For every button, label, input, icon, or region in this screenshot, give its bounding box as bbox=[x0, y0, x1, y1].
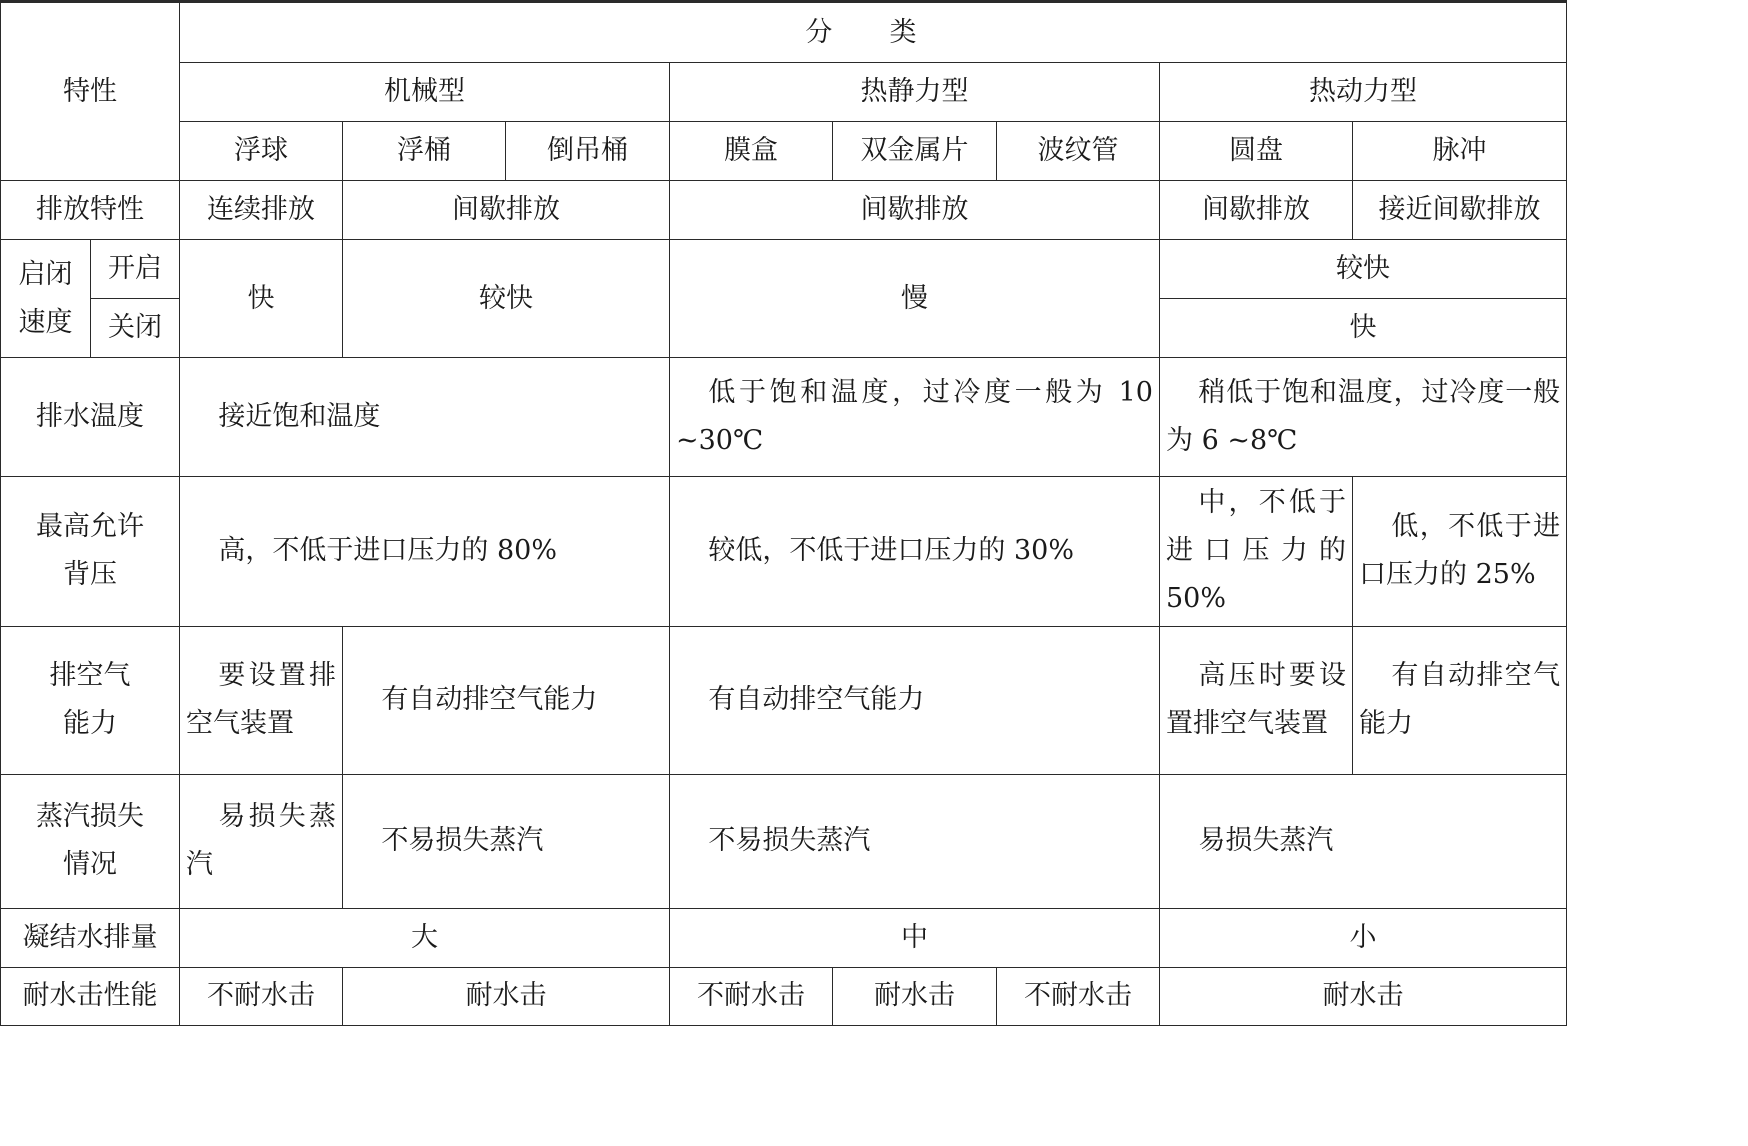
back-pressure-thermostatic: 较低，不低于进口压力的 30% bbox=[670, 477, 1160, 626]
water-hammer-thermodynamic: 耐水击 bbox=[1160, 967, 1567, 1025]
type-float-bucket: 浮桶 bbox=[343, 122, 506, 181]
group-thermostatic: 热静力型 bbox=[670, 63, 1160, 122]
air-venting-pulse: 有自动排空气能力 bbox=[1353, 626, 1567, 774]
speed-thermodynamic-open: 较快 bbox=[1160, 240, 1567, 299]
back-pressure-mechanical: 高，不低于进口压力的 80% bbox=[180, 477, 670, 626]
row-back-pressure bbox=[1, 477, 1567, 626]
speed-close-label: 关闭 bbox=[91, 299, 180, 358]
row-label-discharge: 排放特性 bbox=[1, 181, 180, 240]
speed-open-label: 开启 bbox=[91, 240, 180, 299]
row-drain-temp bbox=[1, 358, 1567, 477]
back-pressure-disc: 中，不低于进口压力的 50% bbox=[1160, 477, 1353, 626]
header-row-groups bbox=[1, 63, 1567, 122]
water-hammer-bimetal: 耐水击 bbox=[833, 967, 997, 1025]
row-air-venting bbox=[1, 626, 1567, 774]
steam-loss-float-ball: 易损失蒸汽 bbox=[180, 774, 343, 908]
row-label-speed: 启闭速度 bbox=[1, 240, 91, 358]
row-condensate bbox=[1, 908, 1567, 967]
type-bimetal: 双金属片 bbox=[833, 122, 997, 181]
water-hammer-bellows: 不耐水击 bbox=[997, 967, 1160, 1025]
water-hammer-capsule: 不耐水击 bbox=[670, 967, 833, 1025]
water-hammer-float-ball: 不耐水击 bbox=[180, 967, 343, 1025]
air-venting-thermostatic: 有自动排空气能力 bbox=[670, 626, 1160, 774]
back-pressure-pulse: 低，不低于进口压力的 25% bbox=[1353, 477, 1567, 626]
row-discharge bbox=[1, 181, 1567, 240]
steam-loss-thermodynamic: 易损失蒸汽 bbox=[1160, 774, 1567, 908]
type-disc: 圆盘 bbox=[1160, 122, 1353, 181]
discharge-thermostatic: 间歇排放 bbox=[670, 181, 1160, 240]
steam-loss-thermostatic: 不易损失蒸汽 bbox=[670, 774, 1160, 908]
water-hammer-mechanical-other: 耐水击 bbox=[343, 967, 670, 1025]
row-speed-open bbox=[1, 240, 1567, 299]
steam-loss-mechanical-other: 不易损失蒸汽 bbox=[343, 774, 670, 908]
row-label-back-pressure: 最高允许背压 bbox=[1, 477, 180, 626]
characteristic-header: 特性 bbox=[1, 2, 180, 181]
condensate-thermostatic: 中 bbox=[670, 908, 1160, 967]
type-capsule: 膜盒 bbox=[670, 122, 833, 181]
row-steam-loss bbox=[1, 774, 1567, 908]
type-bellows: 波纹管 bbox=[997, 122, 1160, 181]
air-venting-disc: 高压时要设置排空气装置 bbox=[1160, 626, 1353, 774]
drain-temp-mechanical: 接近饱和温度 bbox=[180, 358, 670, 477]
discharge-float-ball: 连续排放 bbox=[180, 181, 343, 240]
drain-temp-thermodynamic: 稍低于饱和温度，过冷度一般为 6 ~8℃ bbox=[1160, 358, 1567, 477]
row-label-drain-temp: 排水温度 bbox=[1, 358, 180, 477]
row-label-air-venting: 排空气能力 bbox=[1, 626, 180, 774]
speed-thermostatic: 慢 bbox=[670, 240, 1160, 358]
type-pulse: 脉冲 bbox=[1353, 122, 1567, 181]
classification-header: 分 类 bbox=[180, 2, 1567, 63]
group-mechanical: 机械型 bbox=[180, 63, 670, 122]
row-label-water-hammer: 耐水击性能 bbox=[1, 967, 180, 1025]
air-venting-mechanical-other: 有自动排空气能力 bbox=[343, 626, 670, 774]
type-float-ball: 浮球 bbox=[180, 122, 343, 181]
speed-mechanical-other: 较快 bbox=[343, 240, 670, 358]
condensate-mechanical: 大 bbox=[180, 908, 670, 967]
header-row-classification bbox=[1, 2, 1567, 63]
air-venting-float-ball: 要设置排空气装置 bbox=[180, 626, 343, 774]
group-thermodynamic: 热动力型 bbox=[1160, 63, 1567, 122]
speed-float-ball: 快 bbox=[180, 240, 343, 358]
row-water-hammer bbox=[1, 967, 1567, 1025]
discharge-pulse: 接近间歇排放 bbox=[1353, 181, 1567, 240]
row-label-condensate: 凝结水排量 bbox=[1, 908, 180, 967]
row-label-steam-loss: 蒸汽损失情况 bbox=[1, 774, 180, 908]
speed-thermodynamic-close: 快 bbox=[1160, 299, 1567, 358]
drain-temp-thermostatic: 低于饱和温度，过冷度一般为 10 ~30℃ bbox=[670, 358, 1160, 477]
type-inverted-bucket: 倒吊桶 bbox=[506, 122, 670, 181]
condensate-thermodynamic: 小 bbox=[1160, 908, 1567, 967]
discharge-disc: 间歇排放 bbox=[1160, 181, 1353, 240]
header-row-types bbox=[1, 122, 1567, 181]
discharge-mechanical-other: 间歇排放 bbox=[343, 181, 670, 240]
